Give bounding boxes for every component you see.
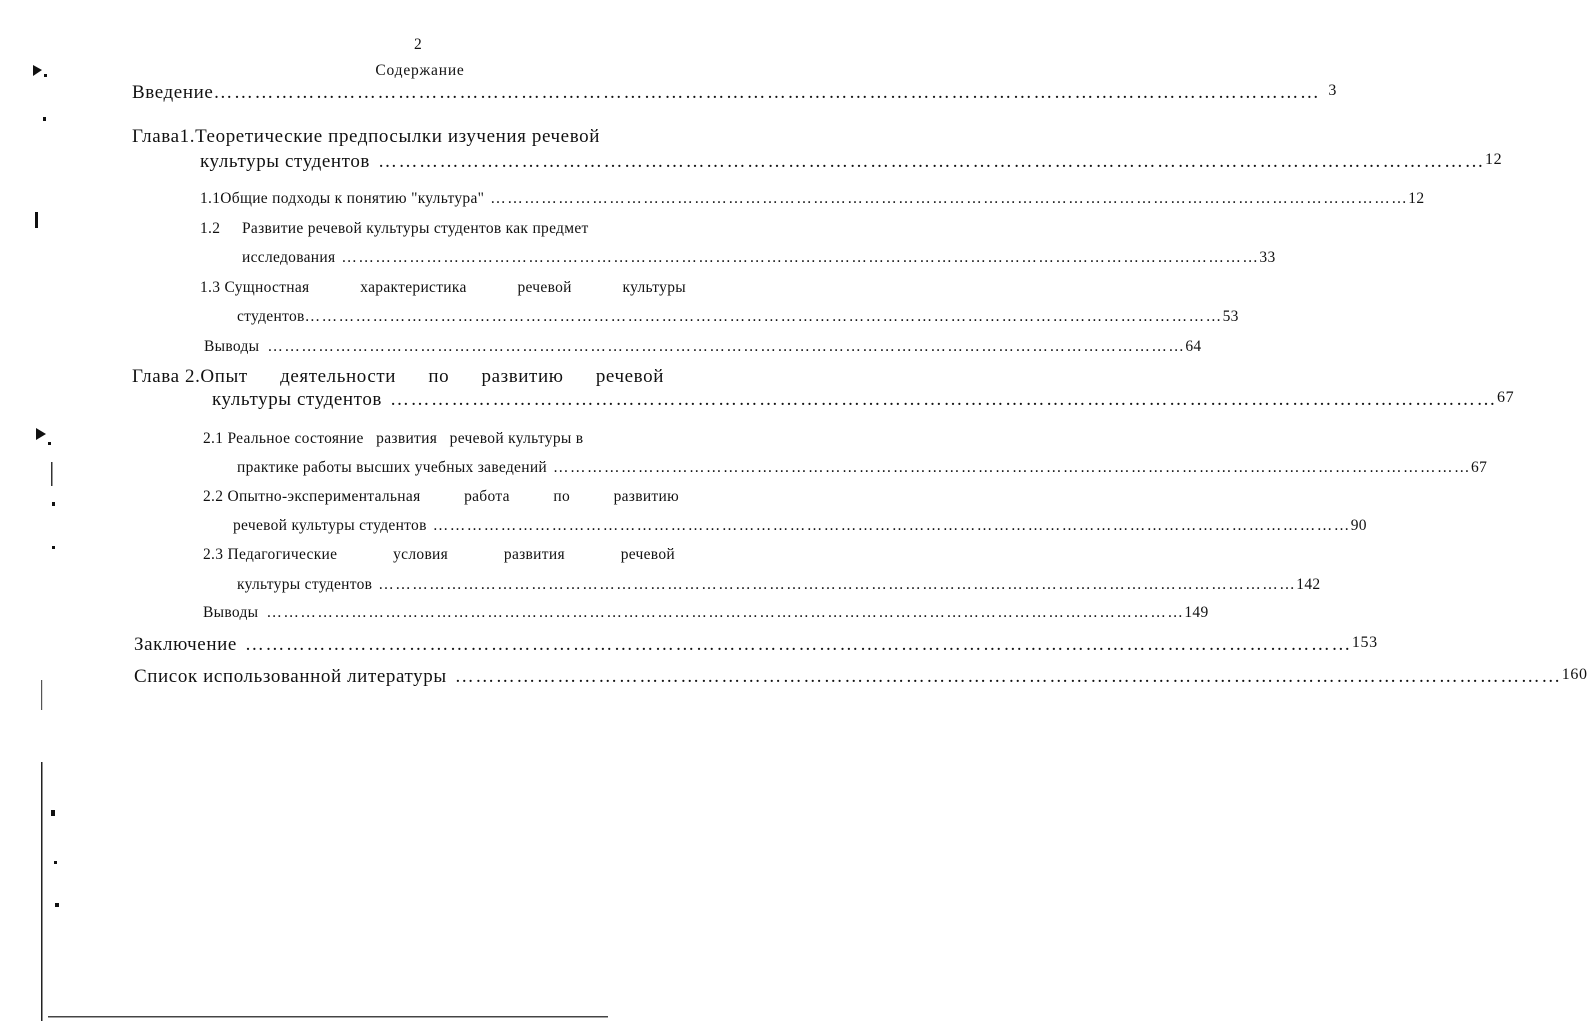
toc-entry-title: Общие подходы к понятию "культура" — [220, 190, 485, 207]
toc-page-number: 33 — [1259, 249, 1276, 266]
toc-leader: ……………………………………………………………………………………………………………………………………………… — [454, 666, 1562, 687]
scan-speck — [51, 810, 55, 816]
toc-entry-title: практике работы высших учебных заведений — [237, 459, 548, 476]
toc-page-number: 160 — [1561, 666, 1588, 683]
scan-speck — [35, 212, 38, 228]
toc-leader: ……………………………………………………………………………………………………………………………………………… — [553, 459, 1472, 476]
toc-word: Глава 2.Опыт — [132, 366, 248, 387]
toc-word: работа — [464, 488, 510, 505]
toc-entry-title: Развитие речевой культуры студентов как предмет — [242, 220, 589, 237]
scan-speck — [52, 546, 55, 549]
toc-chapter1-title[interactable]: Глава1.Теоретические предпосылки изучения речевой — [132, 126, 601, 147]
toc-word: 1.3 Сущностная — [200, 279, 310, 296]
toc-page-number: 153 — [1351, 634, 1378, 651]
toc-entry-title: Список использованной литературы — [134, 666, 447, 687]
toc-word: культуры — [622, 279, 686, 296]
toc-word: развития — [503, 546, 565, 563]
toc-page-number: 67 — [1497, 389, 1515, 406]
toc-word: по — [428, 366, 450, 387]
page-number: 2 — [413, 36, 423, 53]
toc-entry-title: культуры студентов — [212, 389, 382, 410]
toc-leader: ……………………………………………………………………………………………………………………………………………… — [432, 517, 1351, 534]
toc-word: условия — [393, 546, 449, 563]
toc-page-number: 142 — [1296, 576, 1321, 593]
toc-page-number: 90 — [1350, 517, 1367, 534]
toc-leader: ……………………………………………………………………………………………………………………………………………… — [390, 389, 1497, 410]
scan-line — [48, 1016, 608, 1018]
scan-speck — [55, 903, 59, 907]
toc-leader: ……………………………………………………………………………………………………………………………………………… — [304, 308, 1223, 325]
scan-line — [51, 462, 53, 486]
toc-word: развитию — [481, 366, 564, 387]
scan-mark-arrow — [33, 65, 42, 76]
toc-page-number: 12 — [1408, 190, 1425, 207]
toc-entry-title: студентов — [237, 308, 305, 325]
toc-word: по — [553, 488, 570, 505]
scan-mark-arrow — [36, 428, 46, 440]
toc-page-number: 149 — [1184, 604, 1209, 621]
toc-page-number: 3 — [1328, 82, 1337, 99]
toc-word: речевой — [595, 366, 664, 387]
toc-entry-title: Введение — [132, 82, 214, 103]
toc-word: развитию — [613, 488, 679, 505]
toc-word: 2.3 Педагогические — [203, 546, 338, 563]
toc-entry-title: исследования — [242, 249, 336, 266]
toc-leader: ……………………………………………………………………………………………………………………………………………… — [244, 634, 1352, 655]
toc-section-number: 1.1 — [200, 190, 221, 207]
toc-entry-title: Выводы — [203, 604, 259, 621]
toc-leader: ……………………………………………………………………………………………………………………………………………… — [378, 576, 1297, 593]
toc-word: речевой — [517, 279, 572, 296]
toc-entry-title: культуры студентов — [237, 576, 373, 593]
toc-section-number: 1.2 — [200, 220, 221, 237]
scan-speck — [43, 117, 46, 121]
scan-speck — [48, 442, 51, 445]
toc-page-number: 53 — [1222, 308, 1239, 325]
toc-page-number: 67 — [1471, 459, 1488, 476]
scan-line — [41, 762, 43, 1021]
toc-leader: ……………………………………………………………………………………………………………………………………………… — [341, 249, 1260, 266]
toc-word: деятельности — [280, 366, 397, 387]
scan-speck — [52, 502, 55, 506]
toc-leader: ……………………………………………………………………………………………………………………………………………… — [267, 338, 1186, 355]
toc-page-number: 64 — [1185, 338, 1202, 355]
toc-word: характеристика — [360, 279, 467, 296]
toc-entry-title: Заключение — [134, 634, 237, 655]
scan-speck — [54, 861, 57, 864]
scan-line — [41, 680, 42, 710]
toc-section-2-1[interactable]: 2.1 Реальное состояние развития речевой культуры в — [203, 430, 584, 447]
toc-page-number: 12 — [1485, 151, 1503, 168]
scan-speck — [44, 74, 47, 77]
toc-leader: ……………………………………………………………………………………………………………………………………………… — [378, 151, 1485, 172]
toc-leader: ……………………………………………………………………………………………………………………………………………… — [490, 190, 1409, 207]
toc-entry-title: культуры студентов — [200, 151, 370, 172]
toc-entry-title: Выводы — [204, 338, 260, 355]
page-title: Содержание — [375, 62, 465, 79]
toc-word: речевой — [620, 546, 675, 563]
toc-entry-title: речевой культуры студентов — [233, 517, 427, 534]
toc-leader: ……………………………………………………………………………………………………………………………………………… — [266, 604, 1185, 621]
toc-leader: ……………………………………………………………………………………………………………………………………………… — [213, 82, 1321, 103]
toc-word: 2.2 Опытно-экспериментальная — [203, 488, 421, 505]
